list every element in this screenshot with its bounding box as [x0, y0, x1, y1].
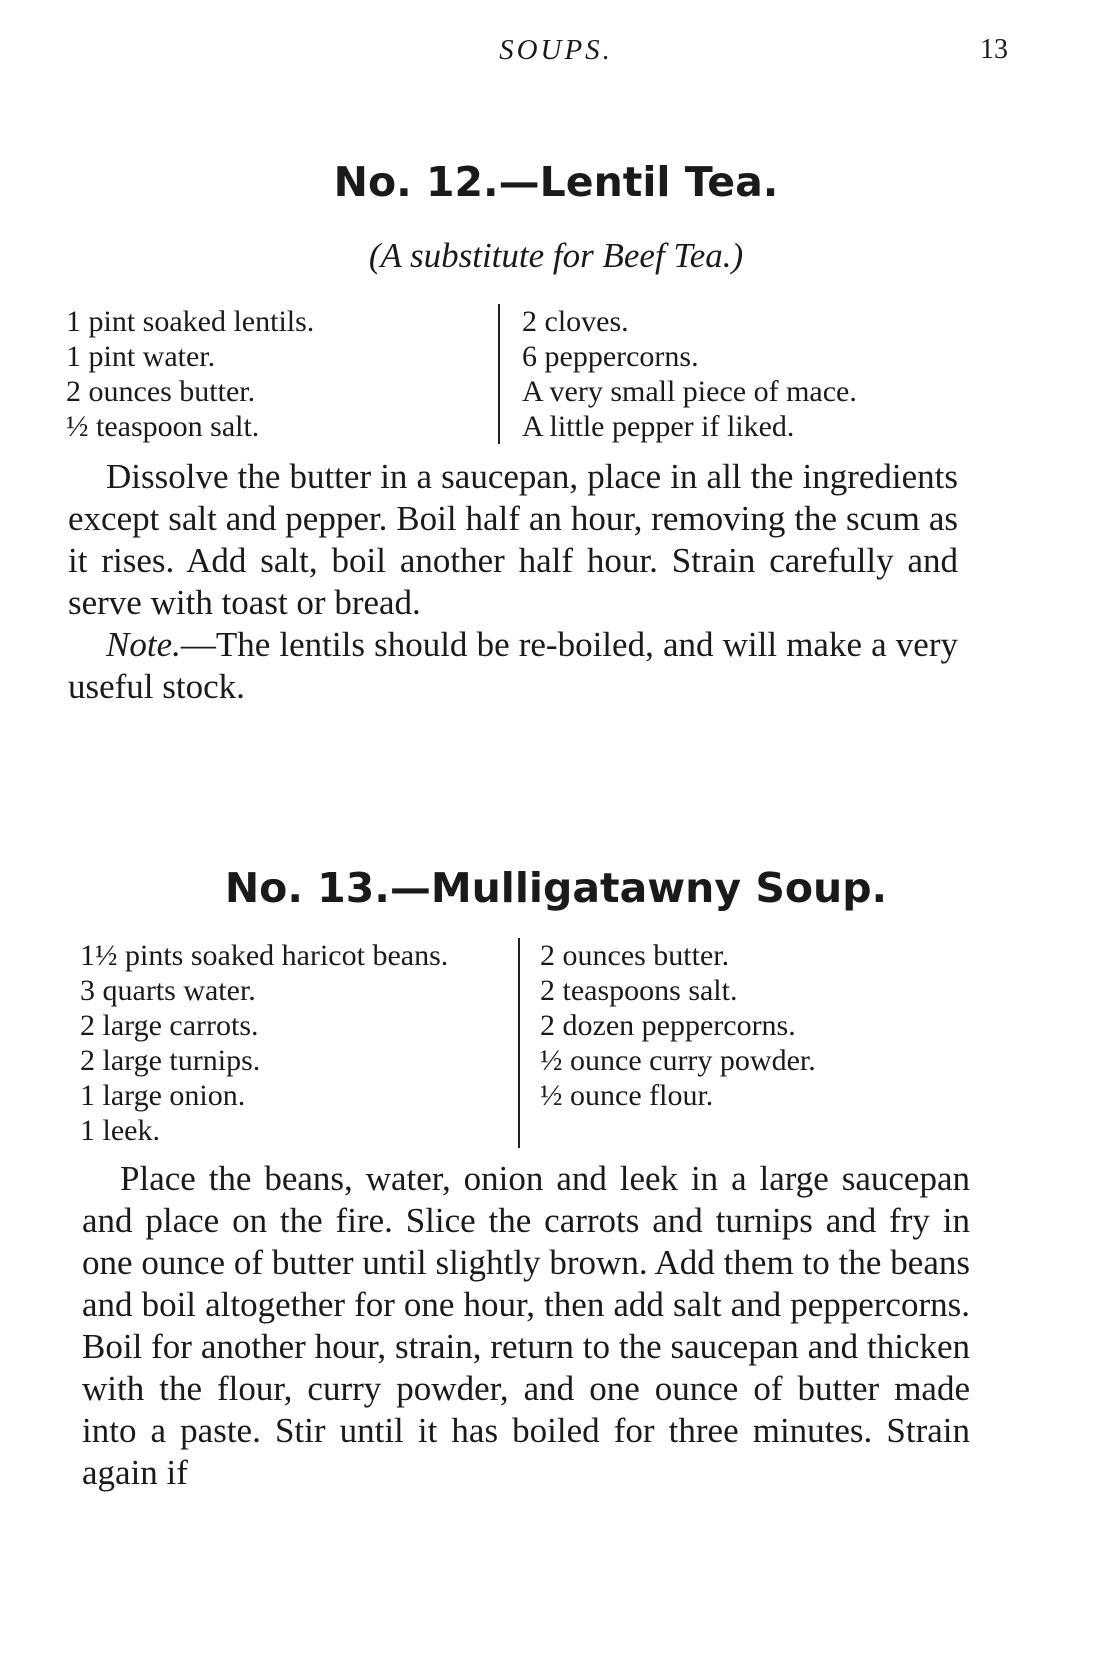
ingredient-item: ½ ounce curry powder. [540, 1044, 816, 1077]
ingredients-list-13 [80, 938, 816, 1148]
running-head [0, 34, 1112, 74]
ingredient-item: 1 leek. [80, 1114, 160, 1147]
page-number: 13 [980, 34, 1008, 65]
ingredient-item: 1 pint water. [66, 340, 216, 373]
ingredient-item: 2 ounces butter. [540, 939, 730, 972]
ingredients-list-12 [66, 304, 857, 444]
method-paragraph: Dissolve the butter in a saucepan, place in all the ingredients except salt and pepper. Boil half an hour, removing the scum as it rises. Add salt, boil another half hour. Strain carefully and serve with toast or bread. [68, 457, 958, 622]
note-label: Note. [106, 625, 181, 664]
ingredient-item: 1½ pints soaked haricot beans. [80, 939, 449, 972]
ingredient-item: ½ ounce flour. [540, 1079, 714, 1112]
ingredient-item: A little pepper if liked. [522, 410, 795, 443]
ingredient-item: 2 large carrots. [80, 1009, 259, 1042]
ingredient-item: 2 dozen peppercorns. [540, 1009, 796, 1042]
section-title: SOUPS. [499, 34, 613, 66]
ingredient-item: 2 teaspoons salt. [540, 974, 738, 1007]
ingredients-column-right [518, 938, 816, 1148]
note-paragraph [68, 624, 958, 708]
ingredient-item: 6 peppercorns. [522, 340, 699, 373]
ingredient-item: 2 large turnips. [80, 1044, 261, 1077]
method-text-12 [68, 456, 958, 708]
recipe-subtitle-12: (A substitute for Beef Tea.) [368, 236, 744, 275]
method-paragraph: Place the beans, water, onion and leek in a large saucepan and place on the fire. Slice the carrots and turnips and fry in one ounce of butter until slightly brown. Add them to the beans and boil altogether for one hour, then add salt and peppercorns. Boil for another hour, strain, return to the saucepan and thicken with the flour, curry powder, and one ounce of butter made into a paste. Stir until it has boiled for three minutes. Strain again if [82, 1159, 970, 1492]
ingredients-column-left [66, 304, 498, 444]
ingredients-column-left [80, 938, 518, 1148]
note-text: —The lentils should be re-boiled, and will make a very useful stock. [68, 625, 958, 706]
ingredient-item: ½ teaspoon salt. [66, 410, 260, 443]
ingredient-item: A very small piece of mace. [522, 375, 857, 408]
ingredients-column-right [498, 304, 857, 444]
recipe-title-12: No. 12.—Lentil Tea. [333, 158, 779, 206]
ingredient-item: 3 quarts water. [80, 974, 256, 1007]
ingredient-item: 1 pint soaked lentils. [66, 305, 315, 338]
recipe-title-13: No. 13.—Mulligatawny Soup. [224, 864, 888, 912]
ingredient-item: 2 ounces butter. [66, 375, 256, 408]
method-text-13 [82, 1158, 970, 1494]
ingredient-item: 1 large onion. [80, 1079, 246, 1112]
ingredient-item: 2 cloves. [522, 305, 629, 338]
